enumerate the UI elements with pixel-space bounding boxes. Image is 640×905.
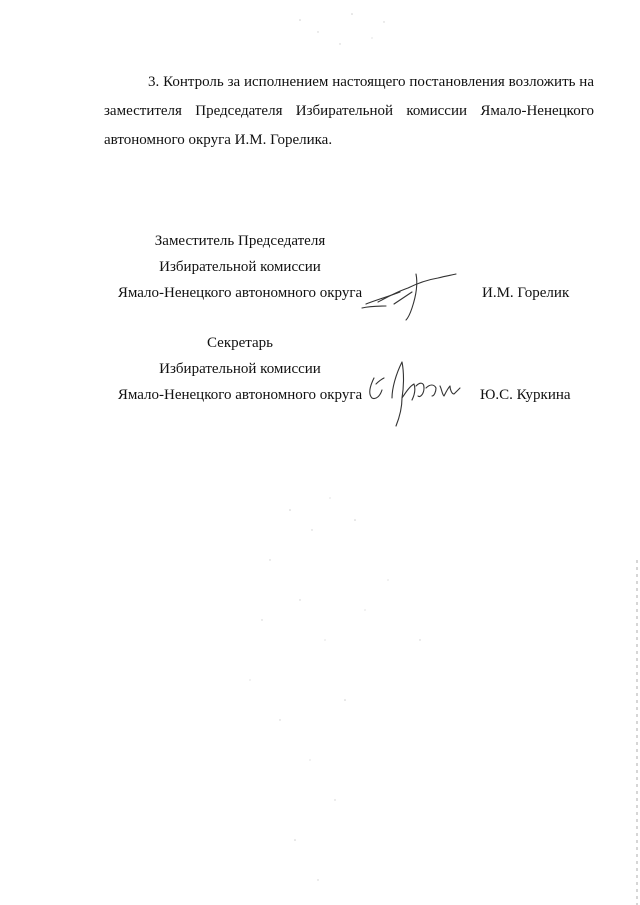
- paragraph-3: [104, 68, 594, 155]
- position-line: Заместитель Председателя: [154, 233, 326, 249]
- position-line: Избирательной комиссии: [159, 259, 321, 275]
- signatory-name: Ю.С. Куркина: [480, 387, 571, 403]
- paragraph-line: 3. Контроль за исполнением настоящего постановления возложить на: [148, 74, 594, 90]
- position-line: Ямало-Ненецкого автономного округа: [117, 387, 363, 403]
- signatory-position: [90, 228, 390, 306]
- paragraph-line: заместителя Председателя Избирательной комиссии Ямало-Ненецкого: [104, 103, 594, 119]
- paragraph-line: автономного округа И.М. Горелика.: [104, 132, 333, 148]
- handwritten-signature-kurkina: [362, 352, 472, 432]
- position-line: Секретарь: [206, 335, 274, 351]
- handwritten-signature-gorelik: [356, 262, 466, 324]
- scan-edge-artifact: [636, 560, 638, 905]
- signatory-name: И.М. Горелик: [482, 285, 570, 301]
- signatory-position: [90, 330, 390, 408]
- position-line: Избирательной комиссии: [159, 361, 321, 377]
- position-line: Ямало-Ненецкого автономного округа: [117, 285, 363, 301]
